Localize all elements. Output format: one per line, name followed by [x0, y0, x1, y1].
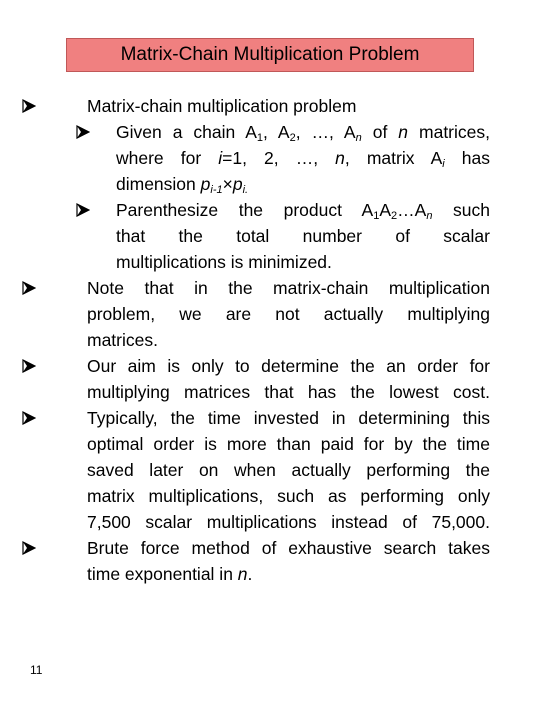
- bullet-2-line-1: Note that in the matrix-chain multiplication: [87, 278, 490, 298]
- arrow-bullet-icon: [22, 99, 36, 113]
- bullet-4-line-3: saved later on when actually performing the: [87, 460, 490, 480]
- bullet-4-line-4: matrix multiplications, such as performing only: [87, 486, 490, 506]
- bullet-1-text: Matrix-chain multiplication problem: [87, 96, 357, 116]
- bullet-5-line-1: Brute force method of exhaustive search takes: [87, 538, 490, 558]
- sub-bullet-1-line-2: where for i=1, 2, …, n, matrix $A_i$ has: [116, 148, 491, 170]
- arrow-bullet-icon: [22, 281, 36, 295]
- bullet-2-line-3: matrices.: [87, 330, 158, 350]
- page-number: 11: [30, 663, 43, 677]
- sub-bullet-1-line-1: Given a chain $A_1$, $A_2$, …, $A_n$ of n matrices,: [116, 122, 490, 144]
- bullet-3-line-1: Our aim is only to determine the an order for: [87, 356, 490, 376]
- bullet-2-line-2: problem, we are not actually multiplying: [87, 304, 490, 324]
- bullet-4-line-5: 7,500 scalar multiplications instead of 75,000.: [87, 512, 490, 532]
- sub-bullet-2-line-2: that the total number of scalar: [116, 226, 490, 246]
- bullet-3-line-2: multiplying matrices that has the lowest cost.: [87, 382, 490, 402]
- sub-bullet-2-line-1: Parenthesize the product $A_1A_2\dots A_n$ such: [116, 200, 491, 222]
- bullet-4-line-1: Typically, the time invested in determining this: [87, 408, 490, 428]
- arrow-bullet-icon: [22, 541, 36, 555]
- slide-title: Matrix-Chain Multiplication Problem: [66, 38, 474, 72]
- arrow-bullet-icon: [76, 125, 90, 139]
- arrow-bullet-icon: [76, 203, 90, 217]
- sub-bullet-2-line-3: multiplications is minimized.: [116, 252, 332, 272]
- bullet-5-line-2: time exponential in n.: [87, 564, 253, 584]
- arrow-bullet-icon: [22, 359, 36, 373]
- arrow-bullet-icon: [22, 411, 36, 425]
- bullet-4-line-2: optimal order is more than paid for by the time: [87, 434, 490, 454]
- sub-bullet-1-line-3: dimension $p_{i-1}\times p_{i.}$: [116, 174, 249, 196]
